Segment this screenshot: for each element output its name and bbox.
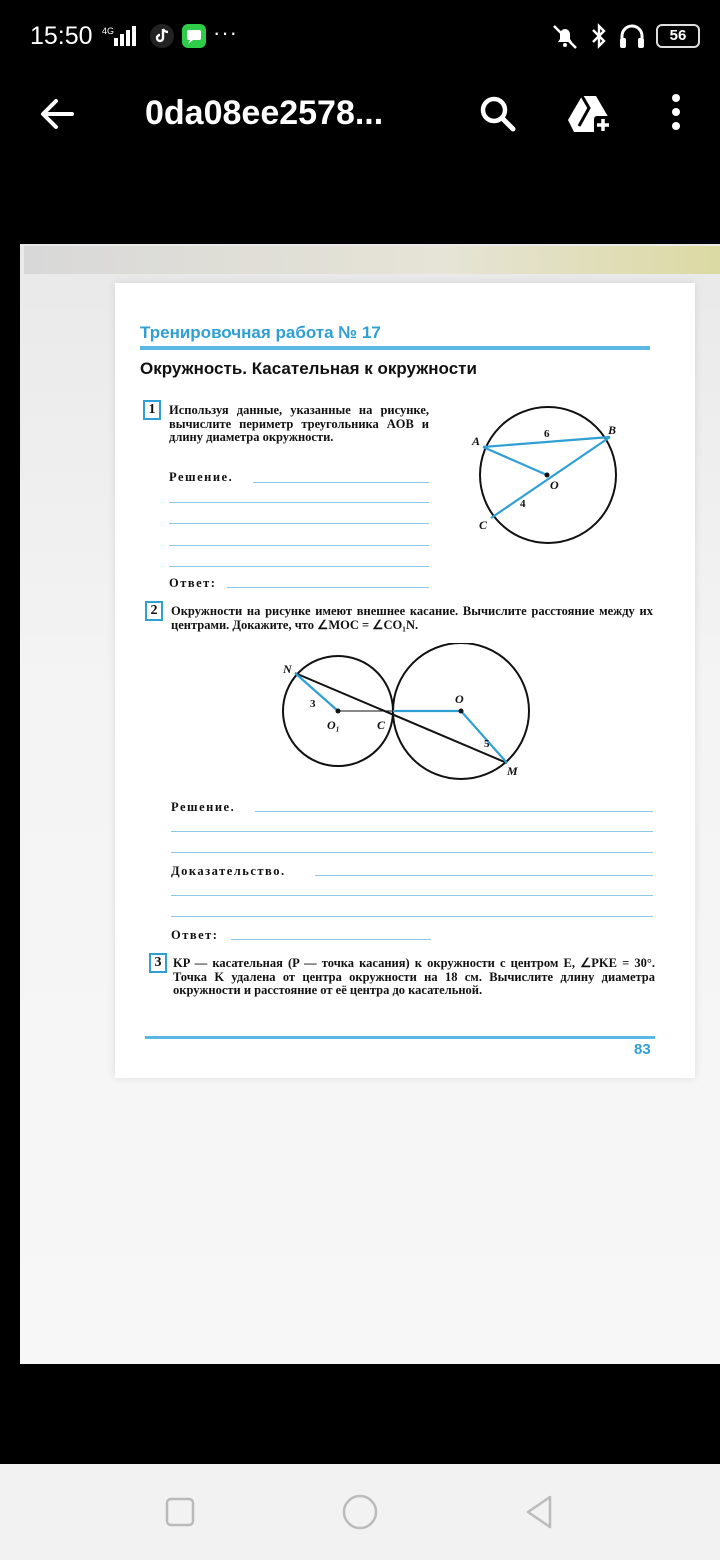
task2-line-3 xyxy=(171,852,653,853)
more-options-button[interactable] xyxy=(650,86,706,142)
task2-proof-label: Доказательство. xyxy=(171,864,286,878)
back-nav-button[interactable] xyxy=(520,1492,560,1532)
task3-text: KP — касательная (P — точка касания) к окружности с центром E, ∠PKE = 30°. Точка K удалена от центра окружности на 18 см. Вычислите длину диаметра окружности и расстояние от её центра до касательной. xyxy=(173,956,655,997)
center-o1 xyxy=(336,709,341,714)
search-icon xyxy=(470,86,526,142)
headphones-icon xyxy=(618,22,646,50)
segment-om xyxy=(461,711,507,763)
worksheet-page xyxy=(115,283,695,1078)
search-button[interactable] xyxy=(470,86,526,142)
status-overflow: ··· xyxy=(213,20,238,45)
task2-answer-label: Ответ: xyxy=(171,928,219,942)
segment-ao xyxy=(483,447,547,475)
mute-icon xyxy=(550,22,580,50)
task2-line-6 xyxy=(171,916,653,917)
task2-line-5 xyxy=(171,895,653,896)
drive-add-icon xyxy=(562,86,618,142)
label-r2: 5 xyxy=(484,738,490,750)
back-button[interactable] xyxy=(30,86,86,142)
task1-answer-label: Ответ: xyxy=(169,576,217,590)
task3-number: 3 xyxy=(149,953,167,973)
task1-line-1 xyxy=(253,482,429,483)
task2-number: 2 xyxy=(145,601,163,621)
task1-line-4 xyxy=(169,545,429,546)
task1-solution-label: Решение. xyxy=(169,470,234,484)
segment-no1 xyxy=(295,673,338,711)
tiktok-icon xyxy=(150,24,174,48)
status-bar xyxy=(0,0,720,72)
app-toolbar xyxy=(0,72,720,156)
task1-number: 1 xyxy=(143,400,161,420)
worksheet-title: Тренировочная работа № 17 xyxy=(140,323,381,342)
label-c: C xyxy=(479,518,488,532)
title-rule xyxy=(140,346,650,350)
home-button[interactable] xyxy=(340,1492,380,1532)
task2-figure xyxy=(275,643,535,783)
label-oc-length: 4 xyxy=(520,498,526,510)
image-viewer[interactable] xyxy=(0,156,720,1464)
recents-square-icon xyxy=(160,1492,200,1532)
task1-answer-line xyxy=(227,587,429,588)
battery-icon: 56 xyxy=(656,24,700,48)
task1-figure xyxy=(470,401,630,551)
task2-solution-label: Решение. xyxy=(171,800,236,814)
photo-top-edge xyxy=(24,246,720,274)
center-o xyxy=(459,709,464,714)
footer-rule xyxy=(145,1036,655,1039)
status-time: 15:50 xyxy=(30,22,93,50)
task1-text: Используя данные, указанные на рисунке, вычислите периметр треугольника AOB и длину диаметра окружности. xyxy=(169,403,429,444)
task1-line-5 xyxy=(169,566,429,567)
back-arrow-icon xyxy=(30,86,86,142)
back-triangle-icon xyxy=(520,1492,560,1532)
label-ab-length: 6 xyxy=(544,428,550,440)
label-o: O xyxy=(455,692,464,706)
label-b: B xyxy=(608,423,617,437)
label-r1: 3 xyxy=(310,698,316,710)
recents-button[interactable] xyxy=(160,1492,200,1532)
network-type: 4G xyxy=(102,26,115,36)
more-vert-icon xyxy=(650,86,706,142)
signal-icon xyxy=(100,24,144,48)
task2-line-2 xyxy=(171,831,653,832)
chat-icon xyxy=(182,24,206,48)
page-number: 83 xyxy=(634,1041,651,1058)
task1-line-3 xyxy=(169,523,429,524)
label-o1: O₁ xyxy=(327,718,340,732)
task2-answer-line xyxy=(231,939,431,940)
task1-line-2 xyxy=(169,502,429,503)
bluetooth-icon xyxy=(590,22,608,50)
worksheet-subtitle: Окружность. Касательная к окружности xyxy=(140,359,477,378)
file-title: 0da08ee2578... xyxy=(145,94,384,132)
home-circle-icon xyxy=(340,1492,380,1532)
label-c: C xyxy=(377,718,386,732)
center-o xyxy=(545,473,550,478)
task2-line-4 xyxy=(315,875,653,876)
task2-text: Окружности на рисунке имеют внешнее касание. Вычислите расстояние между их центрами. Докажите, что ∠MOC = ∠CO₁N. xyxy=(171,604,653,632)
task2-line-1 xyxy=(255,811,653,812)
label-m: M xyxy=(507,764,518,778)
status-right-group xyxy=(550,22,700,50)
label-a: A xyxy=(472,434,481,448)
navigation-bar xyxy=(0,1464,720,1560)
add-to-drive-button[interactable] xyxy=(562,86,618,142)
label-o: O xyxy=(550,478,559,492)
label-n: N xyxy=(283,662,292,676)
